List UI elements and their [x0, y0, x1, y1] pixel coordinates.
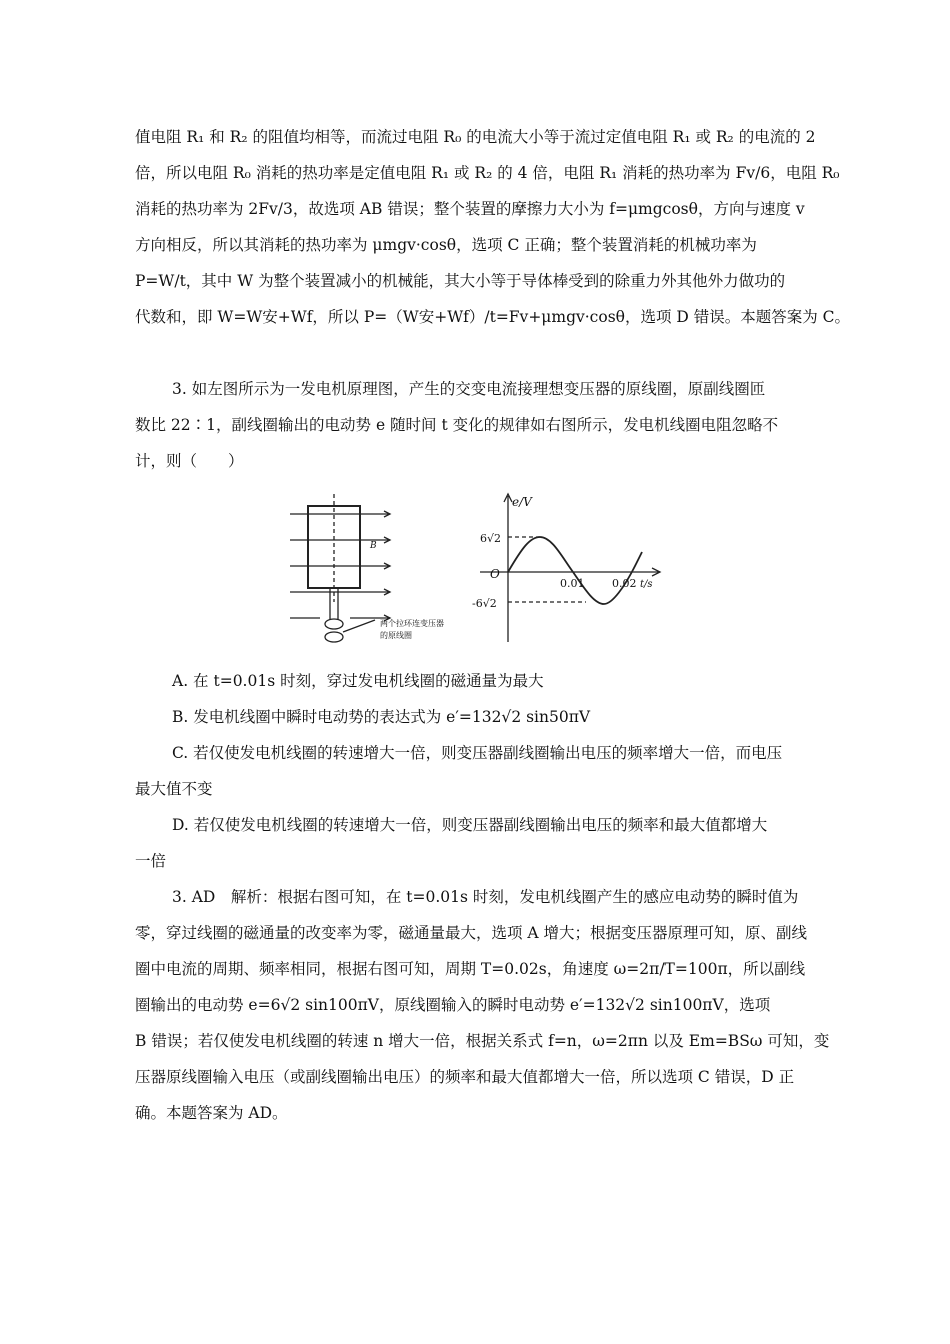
text-line: 计，则（ ） — [135, 452, 244, 470]
x-axis-label: t/s — [640, 579, 653, 590]
text-line: 代数和，即 W=W安+Wf，所以 P=（W安+Wf）/t=Fv+μmgv·cosθ，选项 D 错误。本题答案为 C。 — [135, 308, 851, 326]
y-tick-positive: 6√2 — [480, 532, 502, 545]
y-axis-label: e/V — [512, 495, 532, 509]
option-b: B. 发电机线圈中瞬时电动势的表达式为 e′=132√2 sin50πV — [172, 708, 591, 726]
option-c: C. 若仅使发电机线圈的转速增大一倍，则变压器副线圈输出电压的频率增大一倍，而电压 — [172, 744, 783, 762]
text-line: 数比 22∶1，副线圈输出的电动势 e 随时间 t 变化的规律如右图所示，发电机线圈电阻忽略不 — [135, 416, 779, 434]
text-line: 圈中电流的周期、频率相同，根据右图可知，周期 T=0.02s，角速度 ω=2π/T=100π，所以副线 — [135, 960, 806, 978]
text-line: 压器原线圈输入电压（或副线圈输出电压）的频率和最大值都增大一倍，所以选项 C 错误，D 正 — [135, 1068, 795, 1086]
x-tick-2: 0.02 — [612, 577, 637, 590]
origin-label: O — [490, 567, 500, 581]
text-line: 值电阻 R₁ 和 R₂ 的阻值均相等，而流过电阻 R₀ 的电流大小等于流过定值电阻 R₁ 或 R₂ 的电流的 2 — [135, 128, 816, 146]
text-line: 确。本题答案为 AD。 — [135, 1104, 288, 1122]
option-d: D. 若仅使发电机线圈的转速增大一倍，则变压器副线圈输出电压的频率和最大值都增大 — [172, 816, 768, 834]
option-a: A. 在 t=0.01s 时刻，穿过发电机线圈的磁通量为最大 — [172, 672, 544, 690]
x-tick-1: 0.01 — [560, 577, 585, 590]
figure-note: 两个拉环连变压器 — [380, 619, 444, 628]
text-line: 零，穿过线圈的磁通量的改变率为零，磁通量最大，选项 A 增大；根据变压器原理可知，原、副线 — [135, 924, 808, 942]
figure-svg — [290, 492, 670, 652]
figure-note: 的原线圈 — [380, 631, 412, 640]
question-3-stem: 3. 如左图所示为一发电机原理图，产生的交变电流接理想变压器的原线圈，原副线圈匝 — [172, 380, 766, 398]
text-line: 倍，所以电阻 R₀ 消耗的热功率是定值电阻 R₁ 或 R₂ 的 4 倍，电阻 R₁ 消耗的热功率为 Fv/6，电阻 R₀ — [135, 164, 840, 182]
text-line: 最大值不变 — [135, 780, 213, 798]
text-line: 圈输出的电动势 e=6√2 sin100πV，原线圈输入的瞬时电动势 e′=132√2 sin100πV，选项 — [135, 996, 771, 1014]
answer-3: 3. AD 解析：根据右图可知，在 t=0.01s 时刻，发电机线圈产生的感应电动势的瞬时值为 — [172, 888, 799, 906]
y-tick-negative: -6√2 — [472, 597, 497, 610]
field-label: B — [370, 541, 377, 551]
text-line: 一倍 — [135, 852, 167, 870]
text-line: B 错误；若仅使发电机线圈的转速 n 增大一倍，根据关系式 f=n，ω=2πn 以及 Em=BSω 可知，变 — [135, 1032, 830, 1050]
figure-generator-and-graph — [290, 492, 670, 652]
text-line: 方向相反，所以其消耗的热功率为 μmgv·cosθ，选项 C 正确；整个装置消耗的机械功率为 — [135, 236, 757, 254]
text-line: P=W/t，其中 W 为整个装置减小的机械能，其大小等于导体棒受到的除重力外其他外力做功的 — [135, 272, 786, 290]
text-line: 消耗的热功率为 2Fv/3，故选项 AB 错误；整个装置的摩擦力大小为 f=μmgcosθ，方向与速度 v — [135, 200, 805, 218]
